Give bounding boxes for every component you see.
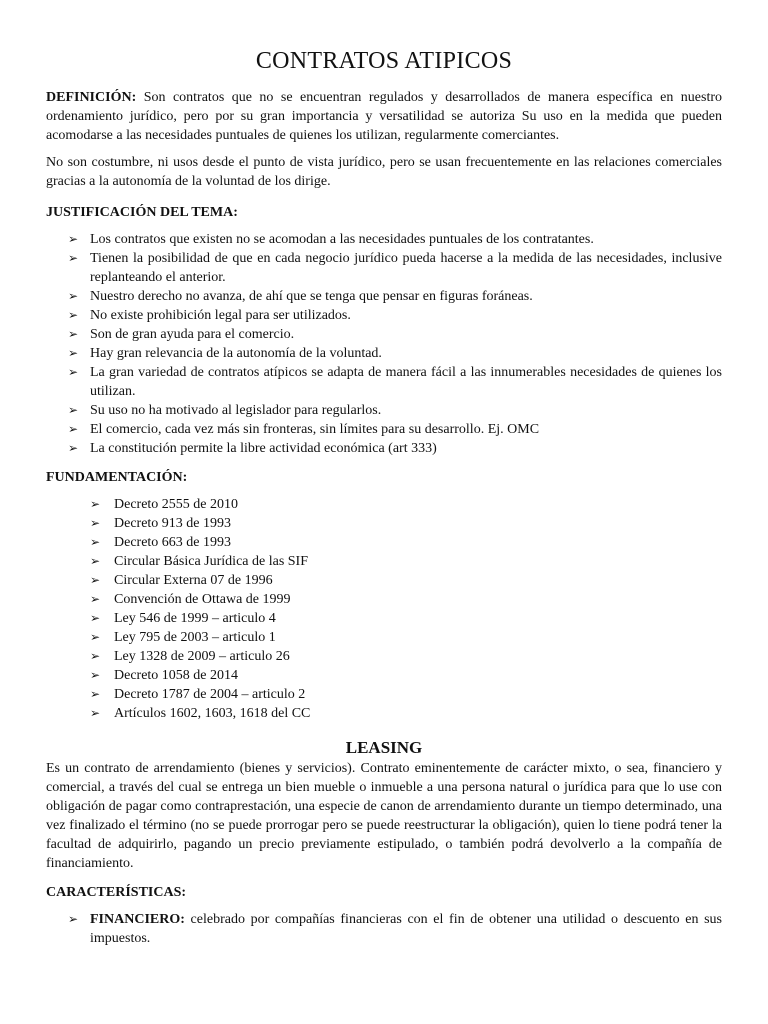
- list-item-text: La constitución permite la libre actividad económica (art 333): [90, 441, 437, 456]
- list-item: [46, 401, 722, 420]
- arrow-bullet-icon: ➢: [68, 308, 79, 322]
- list-item: [46, 325, 722, 344]
- arrow-bullet-icon: ➢: [68, 327, 79, 341]
- list-item-text: celebrado por compañías financieras con el fin de obtener una utilidad o descuento en sus impuestos.: [90, 912, 722, 946]
- arrow-bullet-icon: ➢: [90, 668, 101, 682]
- list-item-text: La gran variedad de contratos atípicos se adapta de manera fácil a las innumerables necesidades de quienes los utilizan.: [90, 365, 722, 399]
- leasing-title: LEASING: [345, 738, 423, 757]
- definition-text: Son contratos que no se encuentran regulados y desarrollados de manera específica en nuestro ordenamiento jurídico, pero por su gran importancia y versatilidad se autoriza Su uso en la medida que pueden acomodarse a las necesidades puntuales de quienes los utilizan, regularmente comerciantes.: [46, 90, 722, 143]
- arrow-bullet-icon: ➢: [68, 251, 79, 265]
- arrow-bullet-icon: ➢: [90, 630, 101, 644]
- list-item: [46, 249, 722, 287]
- list-item-text: Los contratos que existen no se acomodan a las necesidades puntuales de los contratantes.: [90, 232, 594, 247]
- list-item-text: Convención de Ottawa de 1999: [114, 592, 291, 607]
- list-item: [46, 495, 722, 514]
- list-item-text: Circular Básica Jurídica de las SIF: [114, 554, 309, 569]
- list-item: [46, 628, 722, 647]
- arrow-bullet-icon: ➢: [90, 535, 101, 549]
- arrow-bullet-icon: ➢: [68, 403, 79, 417]
- leasing-paragraph: Es un contrato de arrendamiento (bienes y servicios). Contrato eminentemente de carácter mixto, o sea, financiero y comercial, a través del cual se entrega un bien mueble o inmueble a una persona natural o jurídica para que lo use con obligación de pagar como contraprestación, una especie de canon de arrendamiento durante un tiempo determinado, una vez finalizado el término (no se puede prorrogar pero se puede reestructurar la obligación), quien lo tiene podrá tener la facultad de adquirirlo, pagando un precio previamente estipulado, o también podrá devolverlo a la compañía de financiamiento.: [46, 761, 722, 871]
- list-item: [46, 685, 722, 704]
- arrow-bullet-icon: ➢: [90, 706, 101, 720]
- arrow-bullet-icon: ➢: [90, 516, 101, 530]
- arrow-bullet-icon: ➢: [68, 346, 79, 360]
- arrow-bullet-icon: ➢: [90, 687, 101, 701]
- list-item-text: Hay gran relevancia de la autonomía de la voluntad.: [90, 346, 382, 361]
- arrow-bullet-icon: ➢: [68, 365, 79, 379]
- list-item-text: Decreto 1787 de 2004 – articulo 2: [114, 687, 306, 702]
- arrow-bullet-icon: ➢: [90, 649, 101, 663]
- caracteristicas-heading: CARACTERÍSTICAS:: [46, 885, 187, 900]
- list-item: [46, 533, 722, 552]
- arrow-bullet-icon: ➢: [90, 592, 101, 606]
- list-item: [46, 647, 722, 666]
- list-item: [46, 552, 722, 571]
- arrow-bullet-icon: ➢: [68, 232, 79, 246]
- list-item-text: Ley 546 de 1999 – articulo 4: [114, 611, 276, 626]
- list-item-text: El comercio, cada vez más sin fronteras, sin límites para su desarrollo. Ej. OMC: [90, 422, 540, 437]
- arrow-bullet-icon: ➢: [68, 441, 79, 455]
- list-item-text: Circular Externa 07 de 1996: [114, 573, 273, 588]
- justificacion-list: [46, 230, 722, 458]
- list-item: [46, 571, 722, 590]
- arrow-bullet-icon: ➢: [68, 422, 79, 436]
- list-item: [46, 420, 722, 439]
- list-item-text: Nuestro derecho no avanza, de ahí que se tenga que pensar en figuras foráneas.: [90, 289, 533, 304]
- list-item-text: Decreto 913 de 1993: [114, 516, 232, 531]
- list-item: [46, 363, 722, 401]
- list-item-text: Artículos 1602, 1603, 1618 del CC: [114, 706, 311, 721]
- list-item: [46, 514, 722, 533]
- definition-paragraph: [46, 88, 722, 145]
- list-item-label: FINANCIERO:: [90, 912, 185, 927]
- page-title: CONTRATOS ATIPICOS: [255, 48, 513, 74]
- arrow-bullet-icon: ➢: [68, 289, 79, 303]
- list-item-text: Su uso no ha motivado al legislador para regularlos.: [90, 403, 382, 418]
- list-item-text: Tienen la posibilidad de que en cada negocio jurídico pueda hacerse a la medida de las necesidades, inclusive replanteando el anterior.: [90, 251, 722, 285]
- usage-paragraph: No son costumbre, ni usos desde el punto de vista jurídico, pero se usan frecuentemente en las relaciones comerciales gracias a la autonomía de la voluntad de los dirige.: [46, 155, 722, 189]
- list-item: [46, 344, 722, 363]
- arrow-bullet-icon: ➢: [90, 497, 101, 511]
- list-item-text: Ley 795 de 2003 – articulo 1: [114, 630, 276, 645]
- list-item: [46, 439, 722, 458]
- fundamentacion-list: [46, 495, 722, 723]
- arrow-bullet-icon: ➢: [90, 573, 101, 587]
- caracteristicas-list: [46, 910, 722, 948]
- list-item: [46, 230, 722, 249]
- list-item-text: Decreto 1058 de 2014: [114, 668, 239, 683]
- arrow-bullet-icon: ➢: [68, 912, 79, 926]
- list-item: [46, 704, 722, 723]
- list-item: [46, 590, 722, 609]
- list-item-text: Decreto 2555 de 2010: [114, 497, 239, 512]
- definition-label: DEFINICIÓN:: [46, 90, 137, 105]
- list-item: [46, 287, 722, 306]
- arrow-bullet-icon: ➢: [90, 554, 101, 568]
- list-item: [46, 666, 722, 685]
- list-item: [46, 609, 722, 628]
- list-item: [46, 306, 722, 325]
- list-item-text: Decreto 663 de 1993: [114, 535, 232, 550]
- list-item: [46, 910, 722, 948]
- arrow-bullet-icon: ➢: [90, 611, 101, 625]
- list-item-text: Ley 1328 de 2009 – articulo 26: [114, 649, 290, 664]
- fundamentacion-heading: FUNDAMENTACIÓN:: [46, 470, 188, 485]
- list-item-text: No existe prohibición legal para ser utilizados.: [90, 308, 351, 323]
- justificacion-heading: JUSTIFICACIÓN DEL TEMA:: [46, 205, 238, 220]
- list-item-text: Son de gran ayuda para el comercio.: [90, 327, 295, 342]
